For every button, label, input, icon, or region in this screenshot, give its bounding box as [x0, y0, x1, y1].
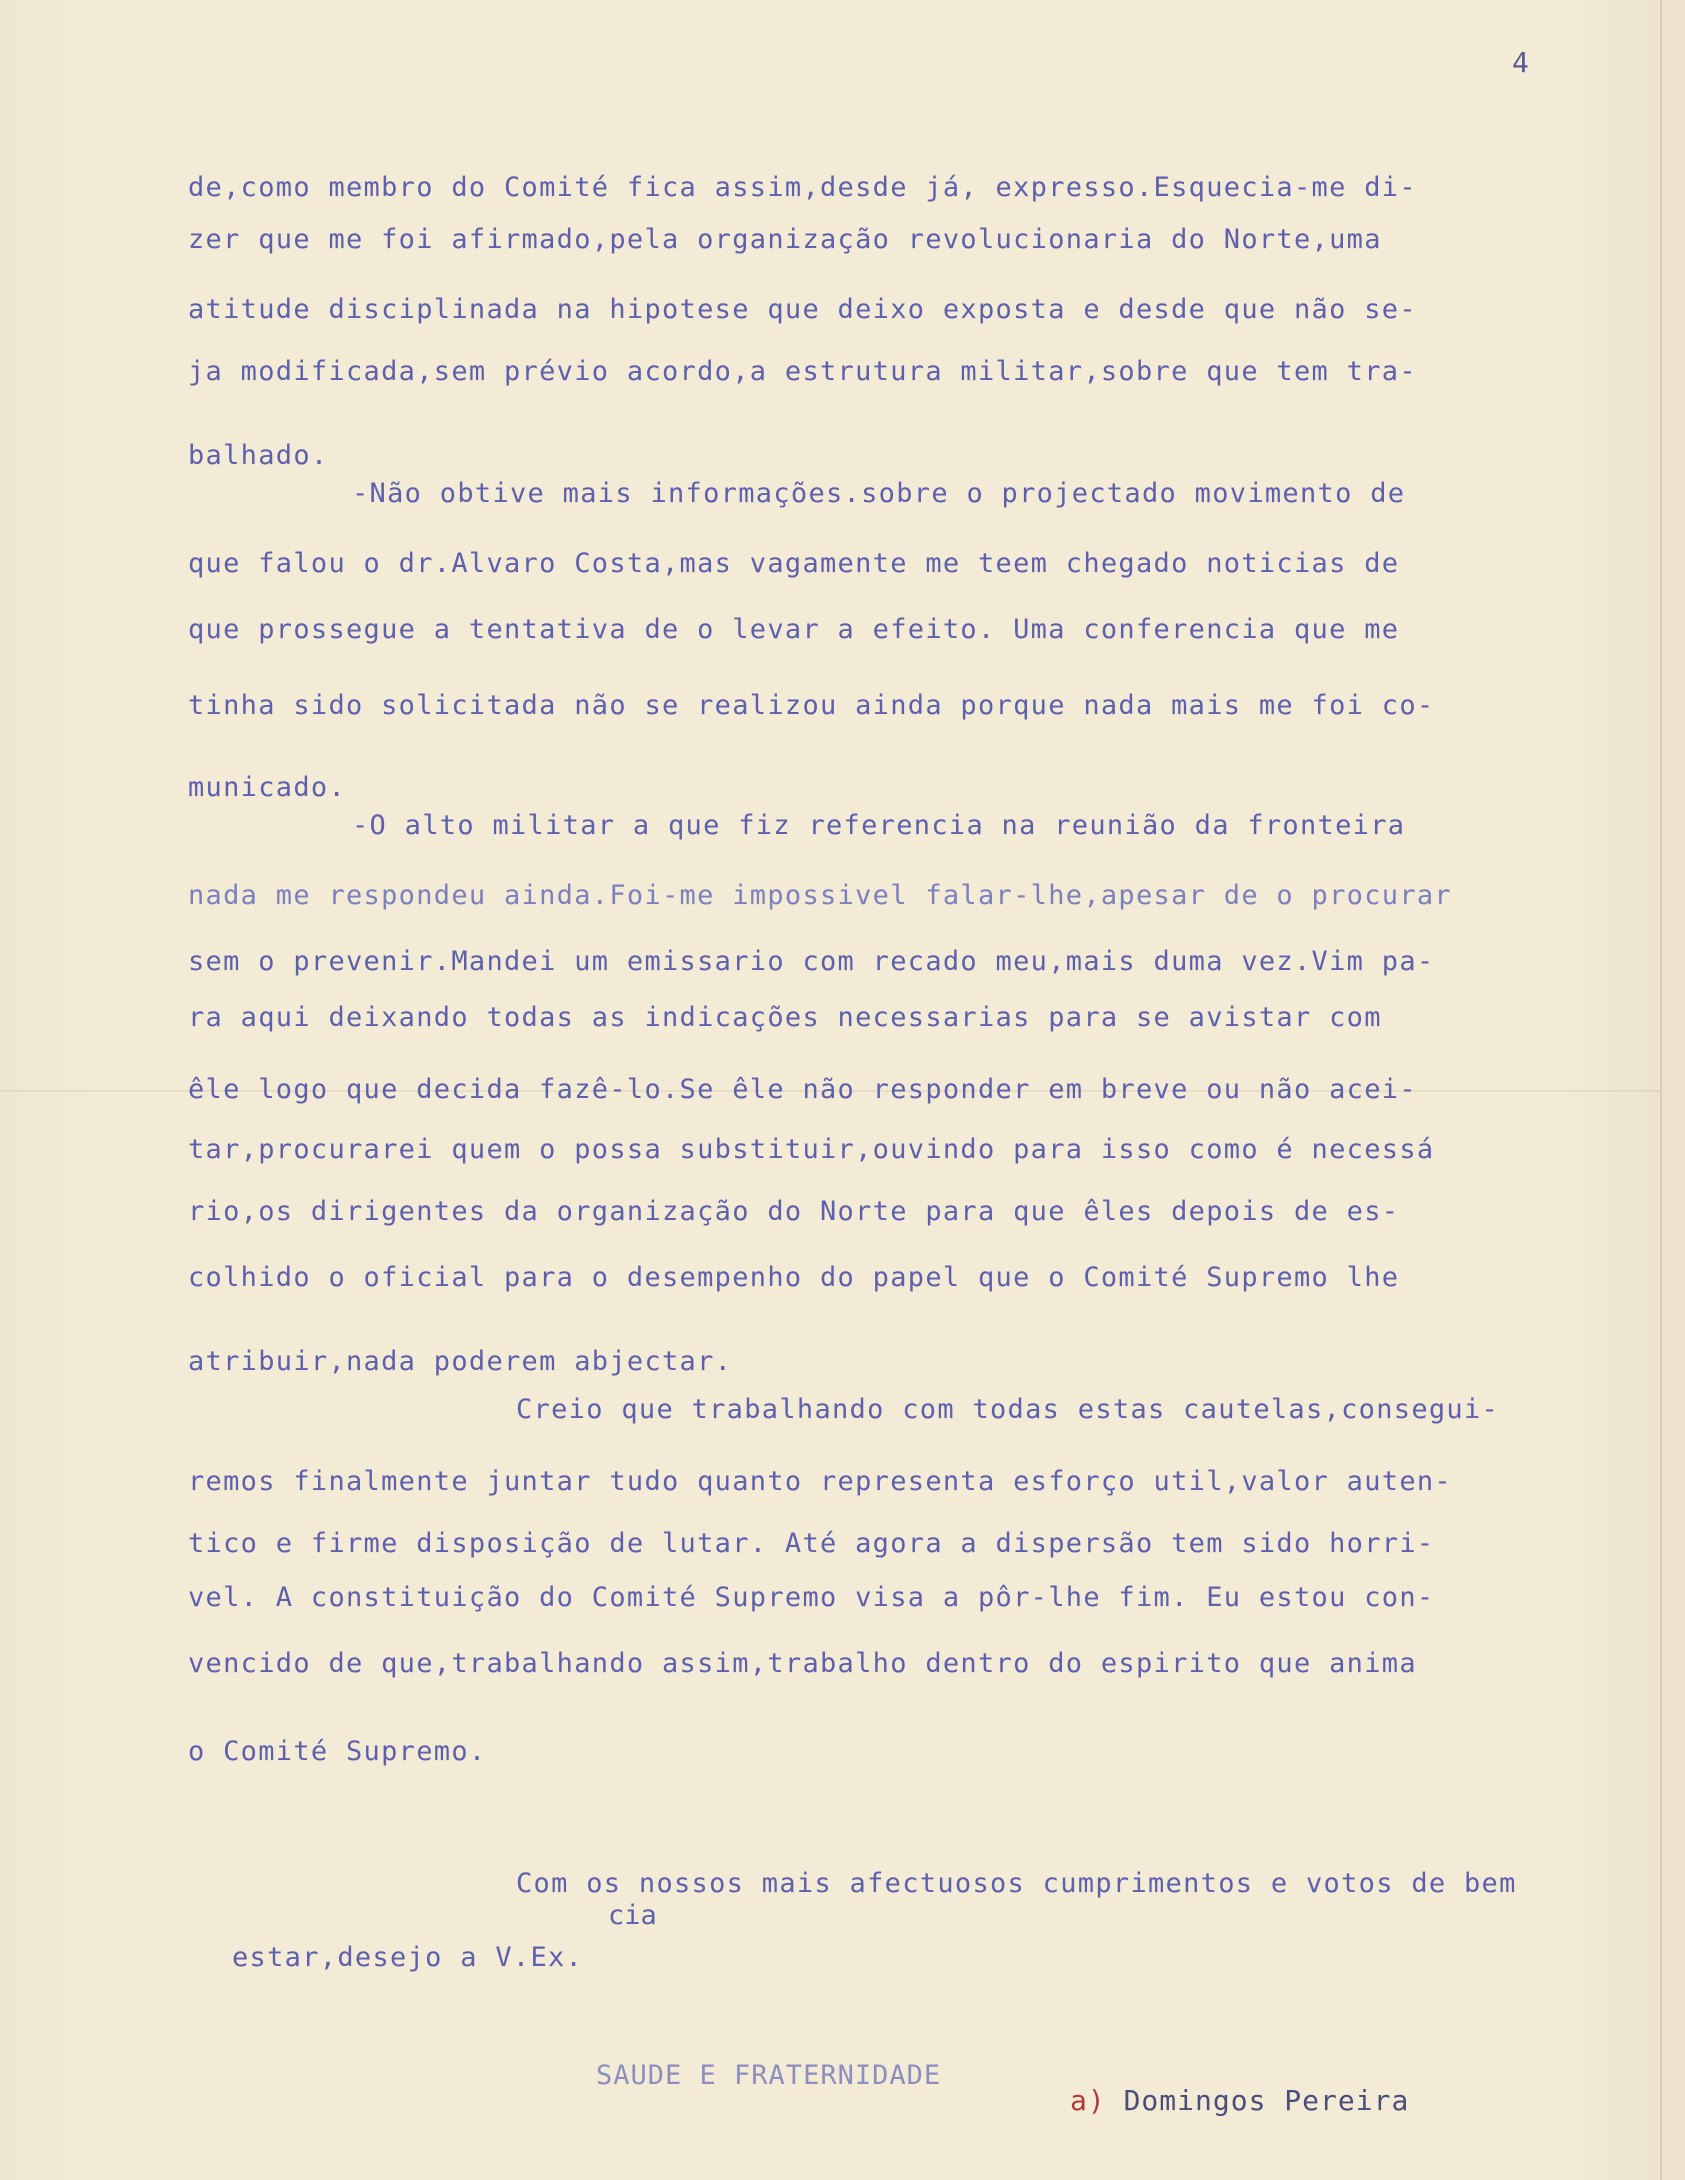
closing-line: Com os nossos mais afectuosos cumprimentos e votos de bem: [516, 1868, 1517, 1899]
body-line: ra aqui deixando todas as indicações necessarias para se avistar com: [188, 1002, 1382, 1033]
body-line: zer que me foi afirmado,pela organização revolucionaria do Norte,uma: [188, 224, 1382, 255]
salutation: SAUDE E FRATERNIDADE: [596, 2060, 942, 2091]
body-line: tar,procurarei quem o possa substituir,ouvindo para isso como é necessá: [188, 1134, 1435, 1165]
signature-name: Domingos Pereira: [1123, 2084, 1410, 2117]
body-line: que falou o dr.Alvaro Costa,mas vagamente me teem chegado noticias de: [188, 548, 1400, 579]
closing-line: estar,desejo a V.Ex.: [232, 1942, 584, 1973]
body-line: -O alto militar a que fiz referencia na reunião da fronteira: [352, 810, 1406, 841]
page-number: 4: [1512, 46, 1529, 79]
body-line: vel. A constituição do Comité Supremo visa a pôr-lhe fim. Eu estou con-: [188, 1582, 1435, 1613]
body-line: Creio que trabalhando com todas estas cautelas,consegui-: [516, 1394, 1500, 1425]
body-line: remos finalmente juntar tudo quanto representa esforço util,valor auten-: [188, 1466, 1452, 1497]
body-line: de,como membro do Comité fica assim,desde já, expresso.Esquecia-me di-: [188, 172, 1417, 203]
body-line: sem o prevenir.Mandei um emissario com recado meu,mais duma vez.Vim pa-: [188, 946, 1435, 977]
body-line: atribuir,nada poderem abjectar.: [188, 1346, 733, 1377]
body-line: êle logo que decida fazê-lo.Se êle não responder em breve ou não acei-: [188, 1074, 1417, 1105]
body-line: -Não obtive mais informações.sobre o projectado movimento de: [352, 478, 1406, 509]
body-line: rio,os dirigentes da organização do Norte para que êles depois de es-: [188, 1196, 1400, 1227]
body-line: balhado.: [188, 440, 329, 471]
body-line: o Comité Supremo.: [188, 1736, 487, 1767]
body-line: vencido de que,trabalhando assim,trabalho dentro do espirito que anima: [188, 1648, 1417, 1679]
body-line: ja modificada,sem prévio acordo,a estrutura militar,sobre que tem tra-: [188, 356, 1417, 387]
body-line: colhido o oficial para o desempenho do papel que o Comité Supremo lhe: [188, 1262, 1400, 1293]
superscript-abbreviation: cia: [608, 1900, 657, 1931]
body-line: tinha sido solicitada não se realizou ainda porque nada mais me foi co-: [188, 690, 1435, 721]
body-line: tico e firme disposição de lutar. Até agora a dispersão tem sido horri-: [188, 1528, 1435, 1559]
signature-marker: a): [1070, 2084, 1106, 2117]
body-line: nada me respondeu ainda.Foi-me impossivel falar-lhe,apesar de o procurar: [188, 880, 1452, 911]
body-line: que prossegue a tentativa de o levar a efeito. Uma conferencia que me: [188, 614, 1400, 645]
body-line: atitude disciplinada na hipotese que deixo exposta e desde que não se-: [188, 294, 1417, 325]
body-line: municado.: [188, 772, 346, 803]
signature: [1070, 2084, 1409, 2117]
